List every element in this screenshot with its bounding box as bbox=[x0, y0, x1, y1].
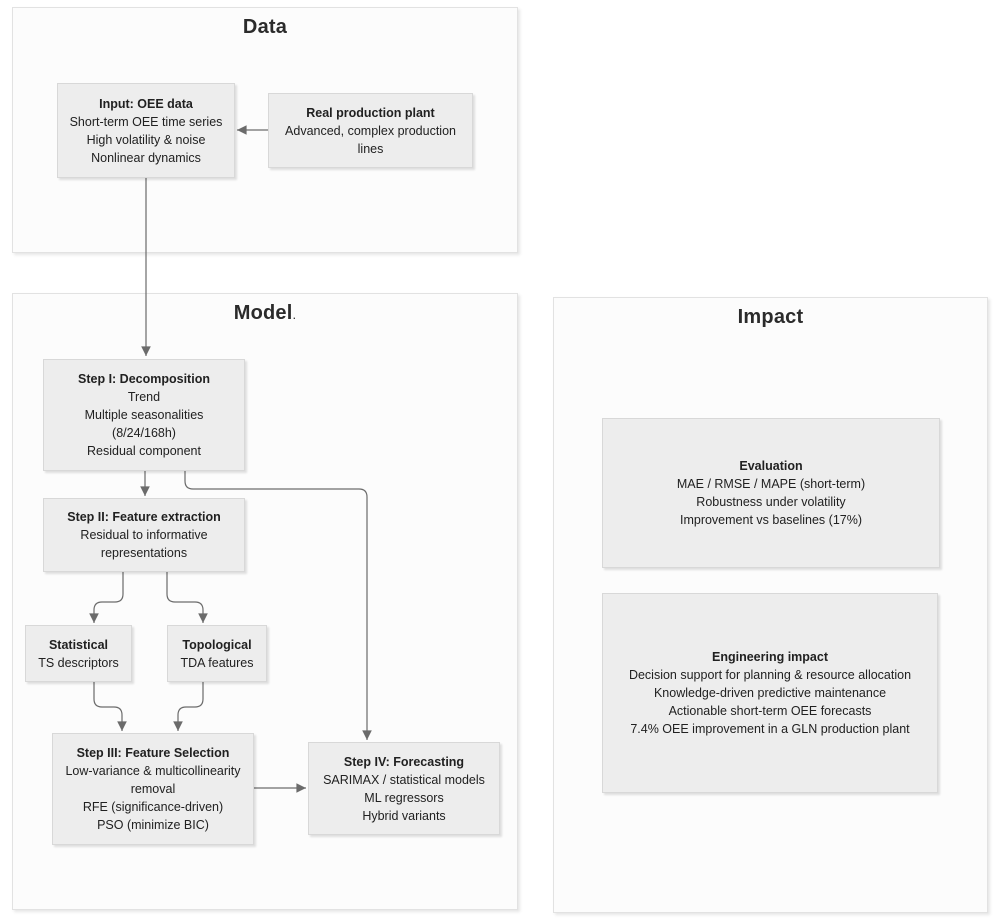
node-line: (8/24/168h) bbox=[112, 426, 176, 440]
node-line: 7.4% OEE improvement in a GLN production plant bbox=[630, 722, 910, 736]
node-step2-heading: Step II: Feature extraction bbox=[67, 510, 221, 524]
node-line: Trend bbox=[127, 390, 161, 404]
node-line: RFE (significance-driven) bbox=[82, 800, 224, 814]
node-topological bbox=[167, 625, 267, 682]
node-evaluation-lines bbox=[611, 475, 931, 529]
node-real-production-plant-lines bbox=[277, 122, 464, 158]
node-line: Short-term OEE time series bbox=[69, 114, 223, 129]
node-line: TS descriptors bbox=[38, 655, 119, 670]
node-step3-feature-selection bbox=[52, 733, 254, 845]
node-line: Multiple seasonalities bbox=[84, 408, 204, 422]
node-real-production-plant bbox=[268, 93, 473, 168]
node-line: High volatility & noise bbox=[86, 132, 206, 147]
node-line: Actionable short-term OEE forecasts bbox=[668, 704, 872, 718]
node-input-oee-data-heading: Input: OEE data bbox=[99, 96, 193, 111]
node-line: Hybrid variants bbox=[362, 808, 446, 823]
node-statistical-heading: Statistical bbox=[48, 637, 109, 652]
node-line: Improvement vs baselines (17%) bbox=[679, 513, 863, 527]
node-statistical-lines bbox=[34, 654, 123, 672]
panel-title-model-suffix: . bbox=[292, 307, 297, 322]
node-engineering-impact-lines bbox=[611, 666, 929, 738]
node-real-production-plant-heading: Real production plant bbox=[306, 105, 435, 120]
node-step4-lines bbox=[317, 771, 491, 825]
node-line: Robustness under volatility bbox=[696, 495, 846, 509]
node-topological-lines bbox=[176, 654, 258, 672]
node-step2-lines bbox=[52, 526, 236, 562]
node-engineering-impact-heading: Engineering impact bbox=[712, 650, 828, 664]
node-input-oee-data bbox=[57, 83, 235, 178]
node-line: Decision support for planning & resource allocation bbox=[628, 668, 912, 682]
node-line: PSO (minimize BIC) bbox=[97, 818, 209, 832]
node-step1-lines bbox=[52, 388, 236, 460]
panel-title-impact bbox=[554, 306, 987, 329]
node-line: Residual to informative representations bbox=[80, 528, 208, 560]
panel-title-data-text: Data bbox=[242, 16, 288, 38]
node-statistical bbox=[25, 625, 132, 682]
node-line: Residual component bbox=[87, 444, 201, 458]
node-step3-lines bbox=[58, 762, 248, 834]
node-line: SARIMAX / statistical models bbox=[323, 772, 485, 787]
node-step4-forecasting bbox=[308, 742, 500, 835]
panel-title-model bbox=[13, 302, 517, 325]
node-evaluation bbox=[602, 418, 940, 568]
node-line: Nonlinear dynamics bbox=[91, 150, 201, 165]
node-step1-heading: Step I: Decomposition bbox=[78, 372, 210, 386]
node-line: TDA features bbox=[180, 655, 254, 670]
node-evaluation-heading: Evaluation bbox=[739, 459, 803, 473]
node-input-oee-data-lines bbox=[66, 113, 226, 167]
node-step3-heading: Step III: Feature Selection bbox=[76, 746, 230, 760]
node-step4-heading: Step IV: Forecasting bbox=[343, 754, 465, 769]
node-line: MAE / RMSE / MAPE (short-term) bbox=[676, 477, 866, 491]
panel-title-data bbox=[13, 16, 517, 39]
panel-title-model-text: Model bbox=[233, 302, 293, 324]
node-line: Knowledge-driven predictive maintenance bbox=[653, 686, 887, 700]
node-step1-decomposition bbox=[43, 359, 245, 471]
node-line: ML regressors bbox=[364, 790, 444, 805]
node-topological-heading: Topological bbox=[182, 637, 252, 652]
node-engineering-impact bbox=[602, 593, 938, 793]
node-line: Low-variance & multicollinearity removal bbox=[65, 764, 241, 796]
node-line: Advanced, complex production lines bbox=[285, 123, 456, 156]
panel-title-impact-text: Impact bbox=[737, 306, 804, 328]
node-step2-feature-extraction bbox=[43, 498, 245, 572]
